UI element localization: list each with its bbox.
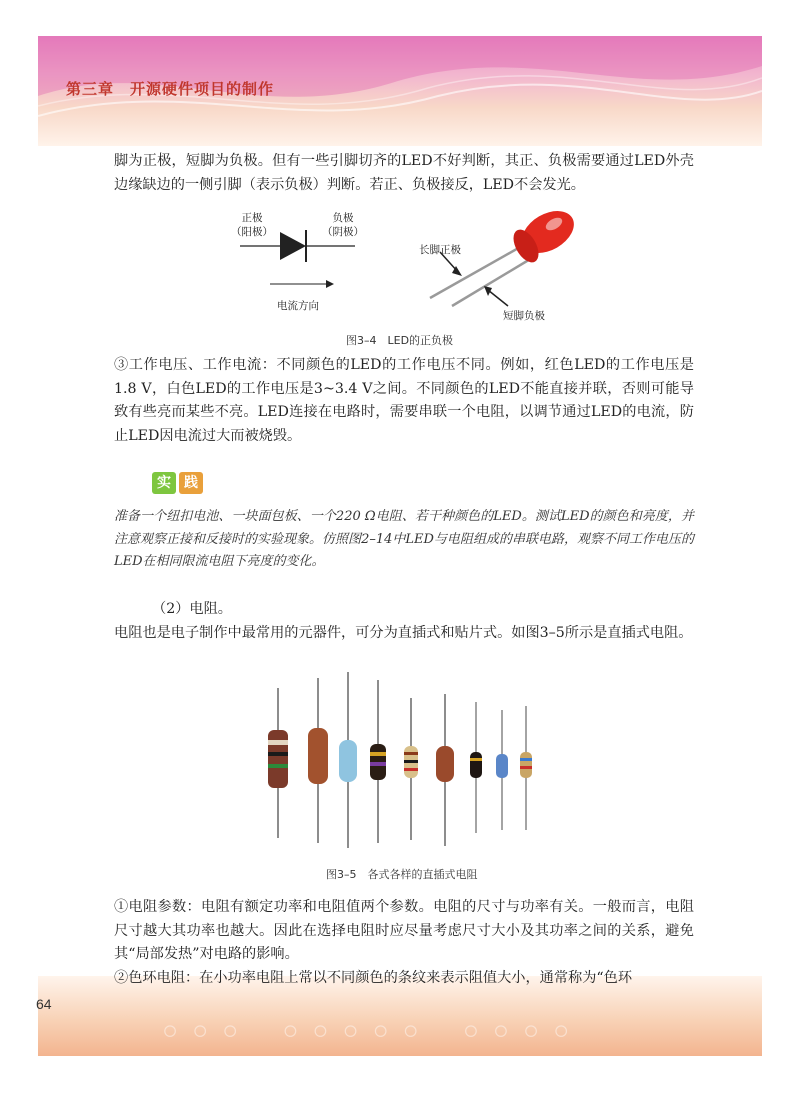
paragraph-resistor-params: ①电阻参数：电阻有额定功率和电阻值两个参数。电阻的尺寸与功率有关。一般而言，电阻尺寸越大其功率也越大。因此在选择电阻时应尽量考虑尺寸大小及其功率之间的关系，避免其“局部发热”对电路的影响。 [114, 899, 694, 962]
resistor-6 [436, 694, 454, 846]
cathode-label: 负极 [332, 212, 354, 224]
led-symbol-triangle [280, 232, 306, 260]
paragraph-resistor-intro: 电阻也是电子制作中最常用的元器件，可分为直插式和贴片式。如图3–5所示是直插式电阻。 [114, 625, 693, 641]
practice-badge-char2: 践 [179, 472, 203, 494]
resistor-9 [520, 706, 532, 830]
short-leg-pointer [488, 290, 508, 306]
header-banner [38, 36, 762, 146]
resistor-1 [268, 688, 288, 838]
resistors-photo [250, 668, 570, 858]
practice-badge [152, 472, 203, 494]
led-short-leg [452, 258, 532, 306]
short-leg-label: 短脚负极 [503, 310, 545, 322]
long-leg-label: 长脚正极 [419, 244, 461, 256]
figure-caption-3-4: 图3–4 LED的正负极 [346, 334, 454, 347]
cathode-sublabel: （阴极） [322, 226, 364, 238]
section-heading-resistor: （2）电阻。 [152, 601, 232, 617]
paragraph-working-voltage: ③工作电压、工作电流：不同颜色的LED的工作电压不同。例如，红色LED的工作电压是1.8 V，白色LED的工作电压是3~3.4 V之间。不同颜色的LED不能直接并联，否则可能导致有些亮而某些不亮。LED连接在电路时，需要串联一个电阻，以调节通过LED的电流，防止LED因电流过大而被烧毁。 [114, 357, 694, 444]
resistor-2 [308, 678, 328, 843]
resistor-5 [404, 698, 418, 840]
anode-label: 正极 [241, 212, 263, 224]
practice-text: 准备一个纽扣电池、一块面包板、一个220 Ω电阻、若干种颜色的LED。测试LED的颜色和亮度，并注意观察正接和反接时的实验现象。仿照图2–14中LED与电阻组成的串联电路，观察不同工作电压的LED在相同限流电阻下亮度的变化。 [114, 509, 694, 569]
anode-sublabel: （阳极） [231, 226, 273, 238]
resistor-7 [470, 702, 482, 833]
current-direction-label: 电流方向 [277, 300, 319, 312]
resistor-4 [370, 680, 386, 843]
footer-watermark: ◦◦◦ ◦◦◦◦◦ ◦◦◦◦ [158, 1010, 580, 1056]
chapter-title: 第三章 开源硬件项目的制作 [66, 80, 275, 98]
paragraph-led-polarity: 脚为正极，短脚为负极。但有一些引脚切齐的LED不好判断，其正、负极需要通过LED外壳边缘缺边的一侧引脚（表示负极）判断。若正、负极接反，LED不会发光。 [114, 153, 694, 193]
practice-badge-char1: 实 [152, 472, 176, 494]
paragraph-color-ring: ②色环电阻：在小功率电阻上常以不同颜色的条纹来表示阻值大小，通常称为“色环 [114, 970, 633, 986]
figure-caption-3-5: 图3–5 各式各样的直插式电阻 [326, 868, 478, 881]
page-number: 64 [36, 996, 52, 1012]
resistor-3 [339, 672, 357, 848]
resistor-8 [496, 710, 508, 830]
